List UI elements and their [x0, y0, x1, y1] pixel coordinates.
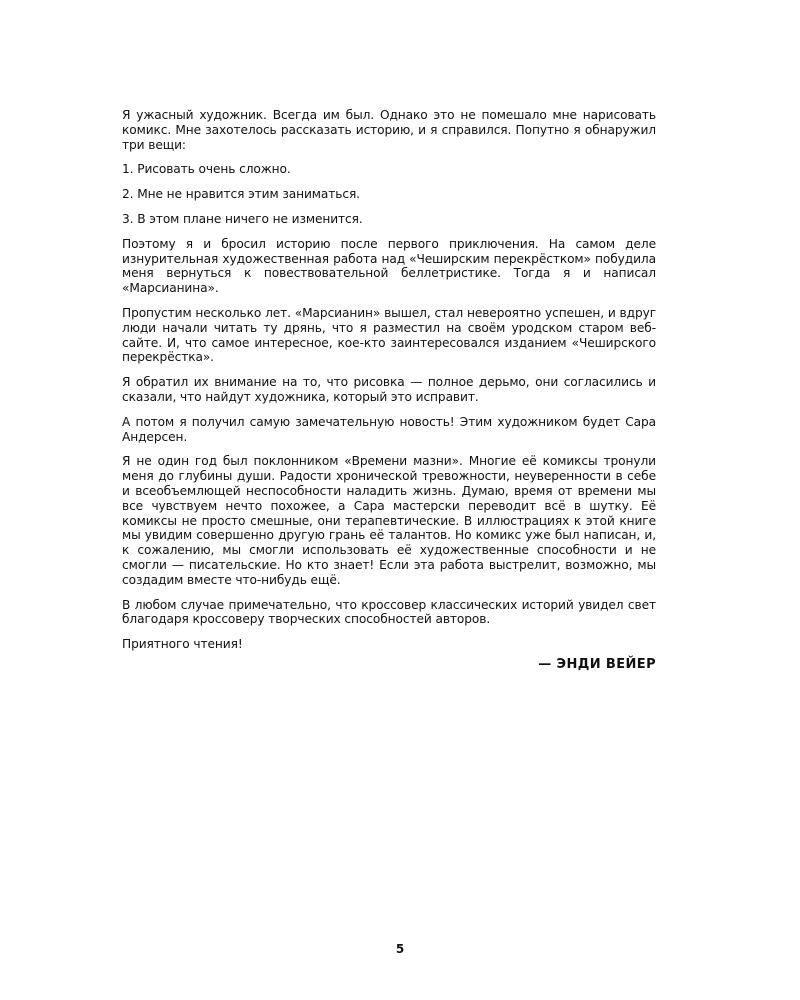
paragraph-3: Пропустим несколько лет. «Марсианин» вышел, стал невероятно успешен, и вдруг люди начали читать ту дрянь, что я разместил на своём уродском старом веб-сайте. И, что самое интересное, кое-кто заинтересовался изданием «Чеширского перекрёстка».	[122, 305, 656, 365]
paragraph-2: Поэтому я и бросил историю после первого приключения. На самом деле изнурительная художественная работа над «Чеширским перекрёстком» побудила меня вернуться к повествовательной беллетристике. Тогда я и написал «Марсианина».	[122, 236, 656, 296]
paragraph-6: Я не один год был поклонником «Времени мазни». Многие её комиксы тронули меня до глубины души. Радости хронической тревожности, неуверенности в себе и всеобъемлющей неспособности наладить жизнь. Думаю, время от времени мы все чувствуем нечто похожее, а Сара мастерски переводит всё в шутку. Её комиксы не просто смешные, они терапевтические. В иллюстрациях к этой книге мы увидим совершенно другую грань её талантов. Но комикс уже был написан, и, к сожалению, мы смогли использовать её художественные способности и не смогли — писательские. Но кто знает! Если эта работа выстрелит, возможно, мы создадим вместе что-нибудь ещё.	[122, 454, 656, 587]
closing-line: Приятного чтения!	[122, 637, 243, 652]
list-item-2: 2. Мне не нравится этим заниматься.	[122, 187, 360, 202]
paragraph-7: В любом случае примечательно, что кроссовер классических историй увидел свет благодаря кроссоверу творческих способностей авторов.	[122, 597, 656, 627]
list-item-3: 3. В этом плане ничего не изменится.	[122, 211, 363, 226]
paragraph-5: А потом я получил самую замечательную новость! Этим художником будет Сара Андерсен.	[122, 414, 656, 444]
author-signature: — ЭНДИ ВЕЙЕР	[538, 657, 656, 672]
paragraph-1: Я ужасный художник. Всегда им был. Однако это не помешало мне нарисовать комикс. Мне захотелось рассказать историю, и я справился. Попутно я обнаружил три вещи:	[122, 108, 656, 152]
list-item-1: 1. Рисовать очень сложно.	[122, 162, 291, 177]
page-number: 5	[395, 942, 405, 956]
body-text	[122, 108, 656, 662]
paragraph-4: Я обратил их внимание на то, что рисовка — полное дерьмо, они согласились и сказали, что найдут художника, который это исправит.	[122, 375, 656, 404]
